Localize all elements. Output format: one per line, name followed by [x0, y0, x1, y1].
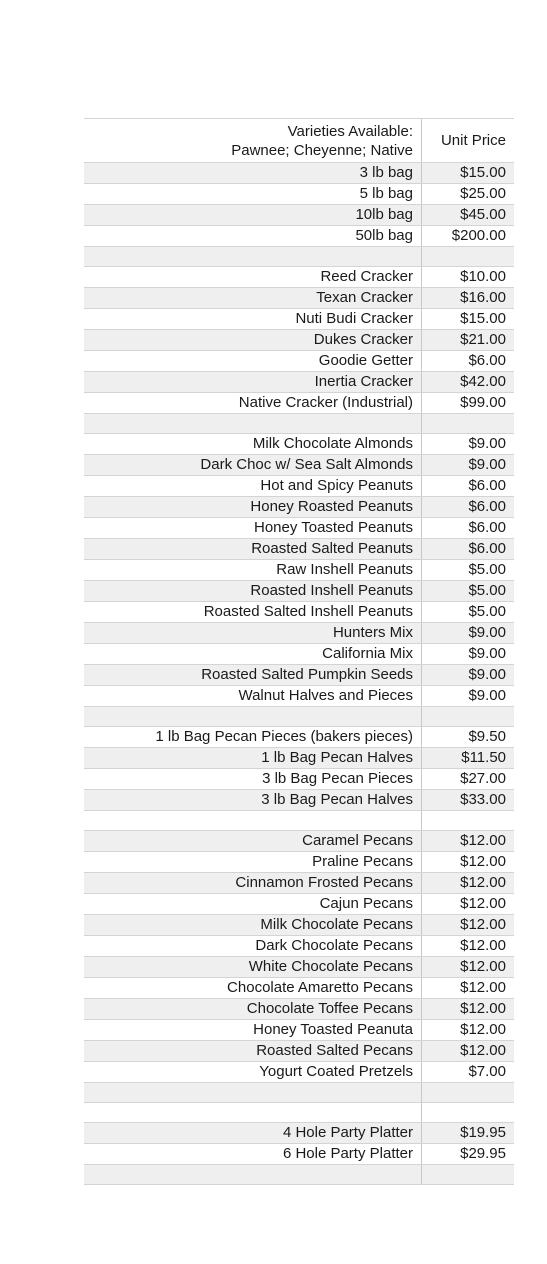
table-row	[84, 434, 514, 455]
item-price: $6.00	[468, 352, 506, 369]
item-name: Hot and Spicy Peanuts	[84, 476, 422, 496]
item-price: $15.00	[460, 164, 506, 181]
spacer-row	[84, 1083, 514, 1103]
item-name: Goodie Getter	[84, 351, 422, 371]
item-price: $12.00	[460, 832, 506, 849]
table-row	[84, 226, 514, 247]
header-row	[84, 119, 514, 163]
item-name: Raw Inshell Peanuts	[84, 560, 422, 580]
spacer-cell	[84, 1103, 422, 1122]
table-row	[84, 852, 514, 873]
item-price: $5.00	[468, 582, 506, 599]
table-row	[84, 978, 514, 999]
item-name: Roasted Salted Inshell Peanuts	[84, 602, 422, 622]
item-price: $6.00	[468, 477, 506, 494]
table-row	[84, 1144, 514, 1165]
table-row	[84, 288, 514, 309]
table-row	[84, 957, 514, 978]
varieties-line-2: Pawnee; Cheyenne; Native	[231, 141, 413, 159]
price-rows	[84, 163, 514, 1185]
item-name: Honey Roasted Peanuts	[84, 497, 422, 517]
spacer-cell	[422, 247, 514, 266]
unit-price-header: Unit Price	[440, 131, 506, 149]
item-price: $9.00	[468, 687, 506, 704]
table-row	[84, 644, 514, 665]
table-row	[84, 1123, 514, 1144]
spacer-cell	[84, 1083, 422, 1102]
spacer-cell	[422, 414, 514, 433]
spacer-cell	[422, 707, 514, 726]
table-row	[84, 999, 514, 1020]
spacer-row	[84, 811, 514, 831]
item-name: Caramel Pecans	[84, 831, 422, 851]
item-name: California Mix	[84, 644, 422, 664]
item-price: $5.00	[468, 603, 506, 620]
spacer-cell	[422, 1165, 514, 1184]
item-name: Native Cracker (Industrial)	[84, 393, 422, 413]
table-row	[84, 163, 514, 184]
item-price: $19.95	[460, 1124, 506, 1141]
item-price: $12.00	[460, 979, 506, 996]
item-name: 4 Hole Party Platter	[84, 1123, 422, 1143]
item-name: Dark Choc w/ Sea Salt Almonds	[84, 455, 422, 475]
table-row	[84, 623, 514, 644]
item-name: Inertia Cracker	[84, 372, 422, 392]
table-row	[84, 1041, 514, 1062]
item-name: 10lb bag	[84, 205, 422, 225]
item-name: Roasted Inshell Peanuts	[84, 581, 422, 601]
spacer-row	[84, 414, 514, 434]
item-name: Dark Chocolate Pecans	[84, 936, 422, 956]
table-row	[84, 686, 514, 707]
item-name: Milk Chocolate Pecans	[84, 915, 422, 935]
table-row	[84, 769, 514, 790]
item-name: Praline Pecans	[84, 852, 422, 872]
item-price: $27.00	[460, 770, 506, 787]
item-name: 5 lb bag	[84, 184, 422, 204]
item-price: $9.50	[468, 728, 506, 745]
table-row	[84, 748, 514, 769]
table-row	[84, 581, 514, 602]
item-price: $42.00	[460, 373, 506, 390]
table-row	[84, 455, 514, 476]
item-price: $12.00	[460, 958, 506, 975]
table-row	[84, 936, 514, 957]
table-row	[84, 831, 514, 852]
item-name: 1 lb Bag Pecan Halves	[84, 748, 422, 768]
item-price: $6.00	[468, 540, 506, 557]
item-name: Reed Cracker	[84, 267, 422, 287]
item-name: 3 lb Bag Pecan Pieces	[84, 769, 422, 789]
item-price: $6.00	[468, 519, 506, 536]
item-name: Cajun Pecans	[84, 894, 422, 914]
varieties-line-1: Varieties Available:	[287, 122, 413, 140]
item-name: 3 lb Bag Pecan Halves	[84, 790, 422, 810]
item-name: White Chocolate Pecans	[84, 957, 422, 977]
item-name: Honey Toasted Peanuta	[84, 1020, 422, 1040]
item-price: $10.00	[460, 268, 506, 285]
table-row	[84, 351, 514, 372]
item-name: Roasted Salted Pumpkin Seeds	[84, 665, 422, 685]
spacer-cell	[84, 1165, 422, 1184]
spacer-row	[84, 1165, 514, 1185]
item-name: 3 lb bag	[84, 163, 422, 183]
item-price: $99.00	[460, 394, 506, 411]
table-row	[84, 894, 514, 915]
item-name: Roasted Salted Peanuts	[84, 539, 422, 559]
item-price: $33.00	[460, 791, 506, 808]
item-name: Milk Chocolate Almonds	[84, 434, 422, 454]
item-name: Roasted Salted Pecans	[84, 1041, 422, 1061]
table-row	[84, 518, 514, 539]
item-price: $21.00	[460, 331, 506, 348]
table-row	[84, 205, 514, 226]
table-row	[84, 393, 514, 414]
item-price: $12.00	[460, 853, 506, 870]
item-price: $16.00	[460, 289, 506, 306]
table-row	[84, 497, 514, 518]
item-name: Honey Toasted Peanuts	[84, 518, 422, 538]
item-price: $45.00	[460, 206, 506, 223]
item-price: $12.00	[460, 916, 506, 933]
item-name: Hunters Mix	[84, 623, 422, 643]
item-name: Dukes Cracker	[84, 330, 422, 350]
item-name: Yogurt Coated Pretzels	[84, 1062, 422, 1082]
table-row	[84, 873, 514, 894]
spacer-cell	[422, 1103, 514, 1122]
item-name: 6 Hole Party Platter	[84, 1144, 422, 1164]
item-price: $12.00	[460, 1000, 506, 1017]
table-row	[84, 184, 514, 205]
item-name: Cinnamon Frosted Pecans	[84, 873, 422, 893]
item-price: $7.00	[468, 1063, 506, 1080]
item-price: $9.00	[468, 456, 506, 473]
item-price: $12.00	[460, 895, 506, 912]
item-name: Walnut Halves and Pieces	[84, 686, 422, 706]
spacer-cell	[422, 811, 514, 830]
table-row	[84, 539, 514, 560]
price-sheet	[84, 118, 514, 1185]
table-row	[84, 1020, 514, 1041]
item-price: $25.00	[460, 185, 506, 202]
item-name: Nuti Budi Cracker	[84, 309, 422, 329]
table-row	[84, 1062, 514, 1083]
spacer-row	[84, 1103, 514, 1123]
table-row	[84, 330, 514, 351]
spacer-row	[84, 247, 514, 267]
varieties-header	[84, 119, 422, 162]
item-name: Texan Cracker	[84, 288, 422, 308]
item-price: $9.00	[468, 645, 506, 662]
item-name: Chocolate Toffee Pecans	[84, 999, 422, 1019]
item-price: $29.95	[460, 1145, 506, 1162]
spacer-cell	[84, 811, 422, 830]
table-row	[84, 560, 514, 581]
item-price: $6.00	[468, 498, 506, 515]
table-row	[84, 602, 514, 623]
spacer-row	[84, 707, 514, 727]
item-price: $9.00	[468, 666, 506, 683]
table-row	[84, 915, 514, 936]
item-price: $200.00	[451, 227, 506, 244]
item-price: $9.00	[468, 435, 506, 452]
item-price: $12.00	[460, 874, 506, 891]
item-price: $5.00	[468, 561, 506, 578]
item-price: $11.50	[461, 749, 506, 766]
table-row	[84, 727, 514, 748]
item-price: $9.00	[468, 624, 506, 641]
item-price: $12.00	[460, 1042, 506, 1059]
table-row	[84, 665, 514, 686]
item-name: Chocolate Amaretto Pecans	[84, 978, 422, 998]
item-name: 1 lb Bag Pecan Pieces (bakers pieces)	[84, 727, 422, 747]
table-row	[84, 790, 514, 811]
item-price: $12.00	[460, 937, 506, 954]
item-price: $12.00	[460, 1021, 506, 1038]
spacer-cell	[422, 1083, 514, 1102]
table-row	[84, 267, 514, 288]
spacer-cell	[84, 414, 422, 433]
spacer-cell	[84, 247, 422, 266]
table-row	[84, 372, 514, 393]
spacer-cell	[84, 707, 422, 726]
item-price: $15.00	[460, 310, 506, 327]
item-name: 50lb bag	[84, 226, 422, 246]
table-row	[84, 309, 514, 330]
table-row	[84, 476, 514, 497]
